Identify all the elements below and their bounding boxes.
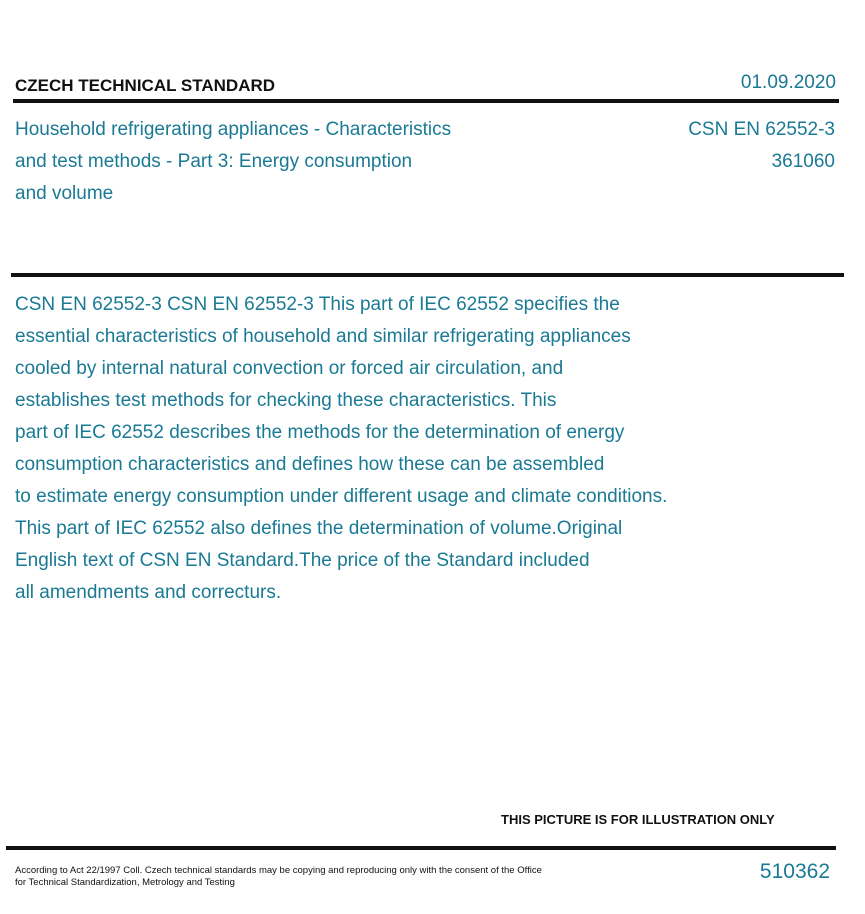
standard-code: CSN EN 62552-3 <box>688 119 835 140</box>
title-divider <box>11 273 844 277</box>
footer-divider <box>6 846 836 850</box>
document-type-label: CZECH TECHNICAL STANDARD <box>15 76 276 95</box>
document-number: 510362 <box>759 860 830 883</box>
standard-identifiers <box>688 114 835 178</box>
publication-date: 01.09.2020 <box>740 72 836 93</box>
standard-title: Household refrigerating appliances - Characteristics and test methods - Part 3: Energy consumption and volume <box>15 119 452 204</box>
illustration-disclaimer: THIS PICTURE IS FOR ILLUSTRATION ONLY <box>501 812 775 827</box>
standard-description: CSN EN 62552-3 CSN EN 62552-3 This part of IEC 62552 specifies the essential characteristics of household and similar refrigerating appliances cooled by internal natural convection or forced air circulation, and establishes test methods for checking these characteristics. This part of IEC 62552 describes the methods for the determination of energy consumption characteristics and defines how these can be assembled to estimate energy consumption under different usage and climate conditions. This part of IEC 62552 also defines the determination of volume.Original English text of CSN EN Standard.The price of the Standard included all amendments and correcturs. <box>15 294 668 603</box>
class-number: 361060 <box>771 151 835 172</box>
legal-notice: According to Act 22/1997 Coll. Czech technical standards may be copying and reproducing only with the consent of the Office for Technical Standardization, Metrology and Testing <box>15 865 542 888</box>
header-divider <box>13 99 839 103</box>
